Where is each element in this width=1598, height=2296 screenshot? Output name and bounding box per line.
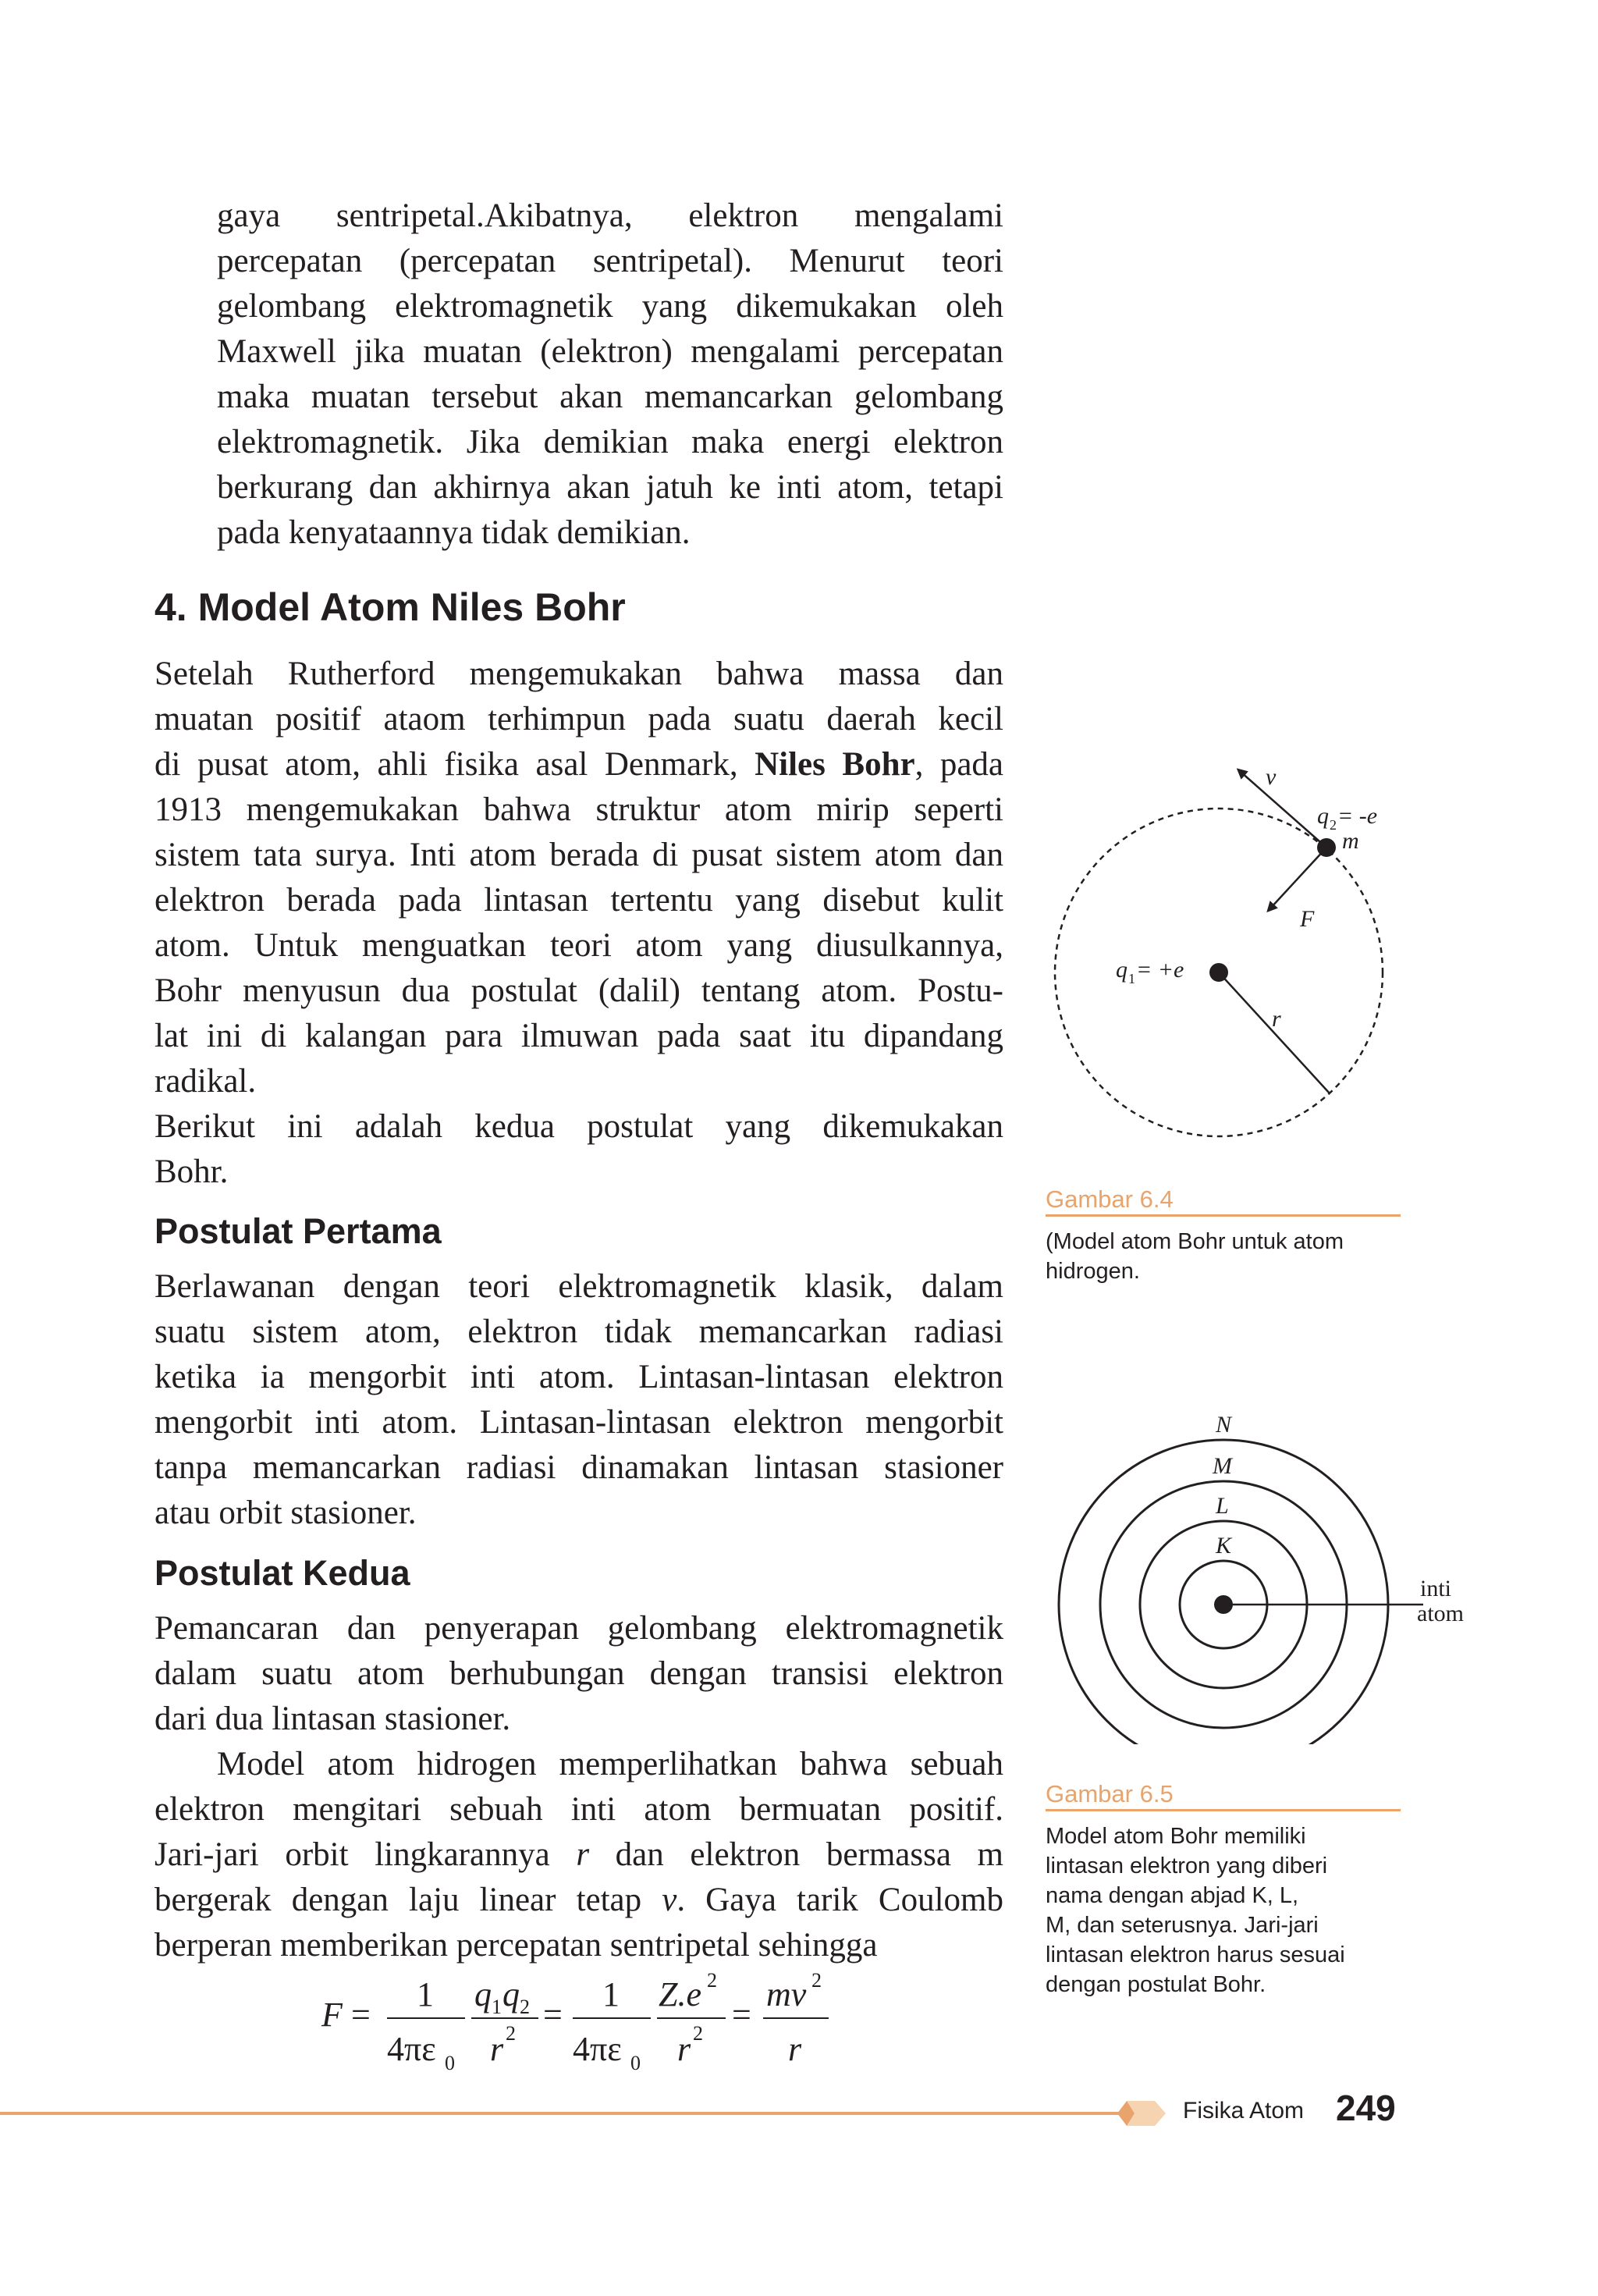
text-segment: di pusat atom, ahli fisika asal Denmark, xyxy=(154,746,755,783)
text-line: dalam suatu atom berhubungan dengan transisi elektron xyxy=(154,1655,1003,1692)
page-number: 249 xyxy=(1336,2088,1396,2128)
text-line: Model atom hidrogen memperlihatkan bahwa sebuah xyxy=(217,1746,1003,1782)
label-q2: q xyxy=(1317,803,1329,829)
text-line: atau orbit stasioner. xyxy=(154,1495,417,1531)
caption-line: M, dan seterusnya. Jari-jari xyxy=(1046,1913,1319,1938)
text-line: tanpa memancarkan radiasi dinamakan lintasan stasioner xyxy=(154,1449,1003,1486)
text-line: gaya sentripetal.Akibatnya, elektron mengalami xyxy=(217,197,1003,234)
text-line: Maxwell jika muatan (elektron) mengalami percepatan xyxy=(217,333,1003,370)
velocity-arrow xyxy=(1241,772,1326,848)
label-m: m xyxy=(1342,828,1359,854)
numerator-one: 1 xyxy=(417,1975,434,2013)
coulomb-equation xyxy=(312,1959,858,2076)
label-q2-value: = -e xyxy=(1337,803,1378,829)
shell-label-k: K xyxy=(1216,1533,1232,1559)
footer-rule xyxy=(0,2112,1124,2115)
text-line: elektron mengitari sebuah inti atom bermuatan positif. xyxy=(154,1791,1003,1828)
text-segment: Jari-jari orbit lingkarannya xyxy=(154,1836,577,1873)
text-line: lat ini di kalangan para ilmuwan pada saat itu dipandang xyxy=(154,1018,1003,1054)
subscript-zero: 0 xyxy=(630,2052,641,2074)
figure-6-5-caption xyxy=(1046,1822,1412,1999)
intro-paragraph xyxy=(217,194,1003,556)
text-line: atom. Untuk menguatkan teori atom yang diusulkannya, xyxy=(154,927,1003,964)
subscript-1: 1 xyxy=(492,1996,502,2018)
radius-r: r xyxy=(490,2030,504,2068)
z-e: Z.e xyxy=(659,1975,701,2013)
caption-line: Model atom Bohr memiliki xyxy=(1046,1824,1306,1849)
text-line: radikal. xyxy=(154,1063,257,1100)
label-inti: inti xyxy=(1420,1576,1452,1601)
text-line: elektron berada pada lintasan tertentu yang disebut kulit xyxy=(154,882,1003,919)
figure-6-5-caption-title: Gambar 6.5 xyxy=(1046,1779,1401,1811)
postulat-kedua-heading: Postulat Kedua xyxy=(154,1553,410,1593)
text-line: Berikut ini adalah kedua postulat yang dikemukakan xyxy=(154,1108,1003,1145)
text-line: elektromagnetik. Jika demikian maka energi elektron xyxy=(217,424,1003,460)
bohr-name: Niles Bohr xyxy=(755,746,915,783)
equals-sign: = xyxy=(351,1996,371,2034)
text-segment: , pada xyxy=(914,746,1004,783)
label-v: v xyxy=(1266,764,1277,790)
caption-line: (Model atom Bohr untuk atom xyxy=(1046,1229,1344,1254)
text-line: suatu sistem atom, elektron tidak memancarkan radiasi xyxy=(154,1313,1003,1350)
radius-r: r xyxy=(788,2030,802,2068)
label-F: F xyxy=(1300,906,1315,932)
text-line: ketika ia mengorbit inti atom. Lintasan-lintasan elektron xyxy=(154,1359,1003,1395)
subscript-zero: 0 xyxy=(445,2052,455,2074)
text-line: percepatan (percepatan sentripetal). Menurut teori xyxy=(217,243,1003,279)
text-line: Pemancaran dan penyerapan gelombang elektromagnetik xyxy=(154,1610,1003,1647)
text-line xyxy=(154,1832,1003,1878)
figure-6-4-caption-title: Gambar 6.4 xyxy=(1046,1185,1401,1217)
text-line xyxy=(154,1878,1003,1923)
label-q1-sub: 1 xyxy=(1128,971,1135,986)
postulat-kedua-paragraph xyxy=(154,1606,1003,1742)
variable-v: v xyxy=(662,1882,677,1918)
caption-line: lintasan elektron yang diberi xyxy=(1046,1854,1328,1878)
model-paragraph xyxy=(154,1742,1003,1968)
text-segment: dan elektron bermassa m xyxy=(589,1836,1004,1873)
radius-r: r xyxy=(677,2030,691,2068)
text-line: Berlawanan dengan teori elektromagnetik klasik, dalam xyxy=(154,1268,1003,1305)
text-line: Bohr menyusun dua postulat (dalil) tentang atom. Postu- xyxy=(154,972,1003,1009)
footer-chapter-title: Fisika Atom xyxy=(1183,2098,1305,2124)
equation-F: F xyxy=(321,1996,343,2034)
denominator-4pieps: 4πε xyxy=(573,2030,622,2068)
text-line: mengorbit inti atom. Lintasan-lintasan elektron mengorbit xyxy=(154,1404,1003,1441)
charge-q1: q xyxy=(474,1975,492,2013)
label-r: r xyxy=(1272,1006,1281,1032)
label-atom: atom xyxy=(1417,1601,1464,1626)
text-line: 1913 mengemukakan bahwa struktur atom mirip seperti xyxy=(154,791,1003,828)
section-paragraph xyxy=(154,652,1003,1195)
text-line: dari dua lintasan stasioner. xyxy=(154,1701,511,1737)
shell-label-n: N xyxy=(1216,1412,1232,1438)
text-line: Setelah Rutherford mengemukakan bahwa massa dan xyxy=(154,656,1003,692)
caption-line: lintasan elektron harus sesuai xyxy=(1046,1942,1345,1967)
text-segment: bergerak dengan laju linear tetap xyxy=(154,1882,662,1918)
postulat-pertama-paragraph xyxy=(154,1264,1003,1536)
m-v: mv xyxy=(766,1975,807,2013)
postulat-pertama-heading: Postulat Pertama xyxy=(154,1211,442,1251)
superscript-2: 2 xyxy=(693,2022,703,2045)
figure-bohr-hydrogen xyxy=(1038,761,1412,1151)
text-segment: . Gaya tarik Coulomb xyxy=(676,1882,1003,1918)
text-line: pada kenyataannya tidak demikian. xyxy=(217,514,691,551)
caption-line: hidrogen. xyxy=(1046,1259,1140,1284)
denominator-4pieps: 4πε xyxy=(387,2030,436,2068)
equals-sign: = xyxy=(732,1996,751,2034)
text-line xyxy=(154,742,1003,787)
shell-label-m: M xyxy=(1213,1453,1232,1479)
label-q1-value: = +e xyxy=(1136,957,1184,983)
subscript-2: 2 xyxy=(520,1996,530,2018)
caption-line: dengan postulat Bohr. xyxy=(1046,1972,1266,1997)
section-heading: 4. Model Atom Niles Bohr xyxy=(154,585,626,629)
radius-line xyxy=(1219,972,1330,1093)
shell-label-l: L xyxy=(1216,1493,1229,1519)
text-line: maka muatan tersebut akan memancarkan gelombang xyxy=(217,379,1003,415)
text-line: gelombang elektromagnetik yang dikemukakan oleh xyxy=(217,288,1003,325)
text-line: berkurang dan akhirnya akan jatuh ke inti atom, tetapi xyxy=(217,469,1003,506)
text-line: muatan positif ataom terhimpun pada suatu daerah kecil xyxy=(154,701,1003,737)
label-q1: q xyxy=(1116,957,1127,983)
figure-bohr-shells xyxy=(1046,1401,1483,1744)
charge-q2: q xyxy=(502,1975,520,2013)
numerator-one: 1 xyxy=(602,1975,620,2013)
text-line: berperan memberikan percepatan sentripetal sehingga xyxy=(154,1927,878,1964)
superscript-2: 2 xyxy=(811,1969,822,1992)
equals-sign: = xyxy=(543,1996,563,2034)
figure-6-4-caption xyxy=(1046,1227,1412,1286)
footer-chevron-icon xyxy=(1116,2099,1170,2127)
text-line: Bohr. xyxy=(154,1153,229,1190)
caption-line: nama dengan abjad K, L, xyxy=(1046,1883,1299,1908)
superscript-2: 2 xyxy=(707,1969,717,1992)
label-q2-sub: 2 xyxy=(1330,817,1337,833)
variable-r: r xyxy=(576,1836,590,1873)
force-arrow xyxy=(1270,848,1326,908)
superscript-2: 2 xyxy=(506,2022,516,2045)
shell-n xyxy=(1059,1440,1388,1744)
text-line: sistem tata surya. Inti atom berada di pusat sistem atom dan xyxy=(154,837,1003,873)
